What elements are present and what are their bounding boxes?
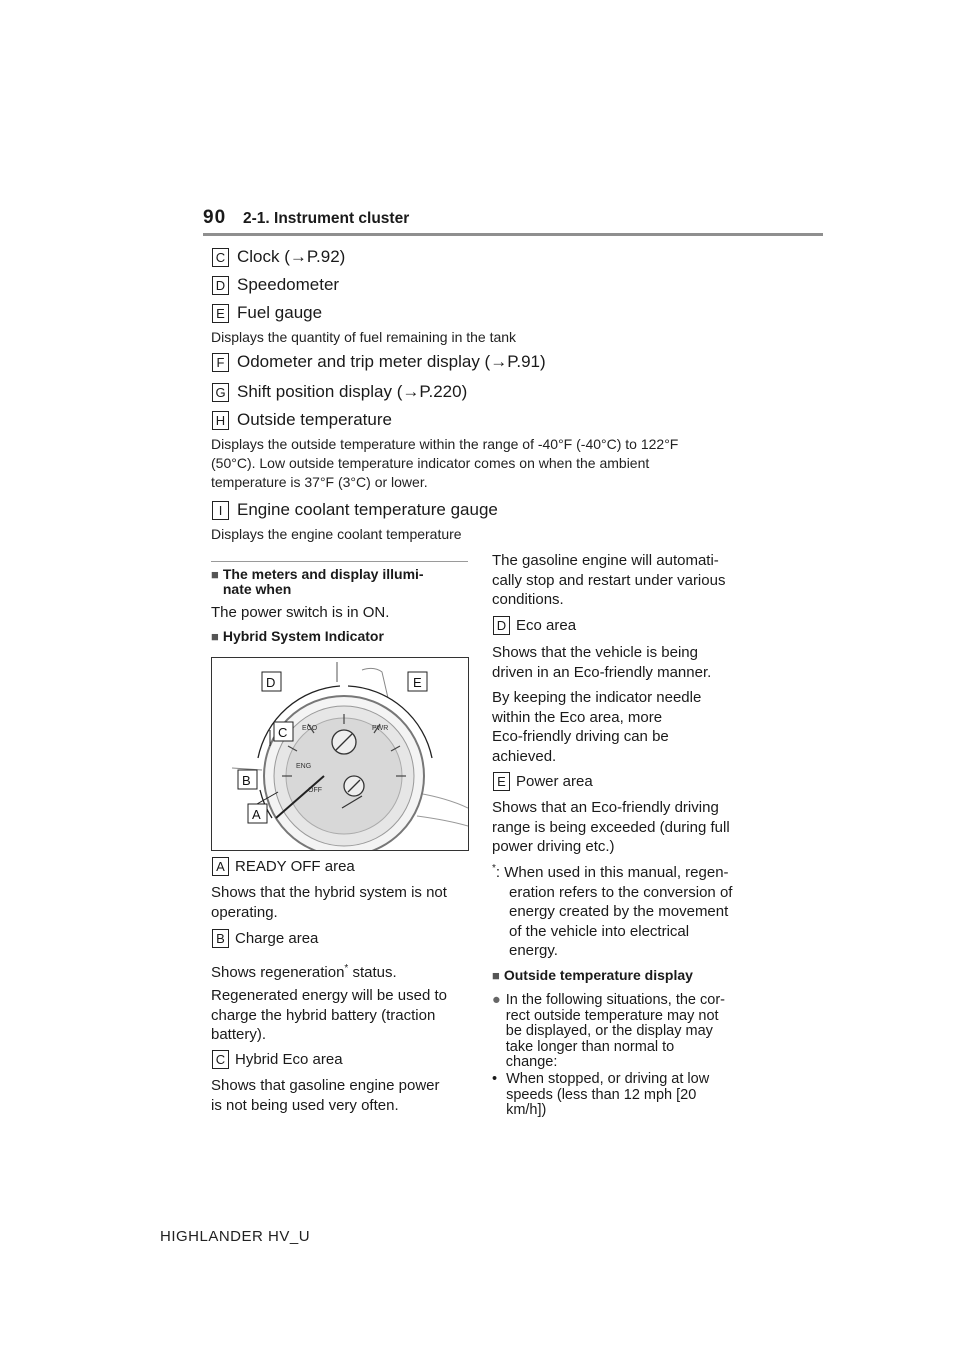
item-label: Shift position display (→P.220) bbox=[237, 382, 468, 401]
body-line: within the Eco area, more bbox=[492, 708, 663, 726]
body-line: driven in an Eco-friendly manner. bbox=[492, 663, 712, 681]
eco-area-label bbox=[493, 616, 576, 635]
figure-label-c: C bbox=[278, 725, 288, 740]
page-number: 90 bbox=[203, 207, 227, 228]
body-line: km/h]) bbox=[506, 1102, 547, 1118]
note-line: temperature is 37°F (3°C) or lower. bbox=[211, 474, 428, 490]
meters-body: The power switch is in ON. bbox=[211, 604, 390, 621]
body-line: The gasoline engine will automati- bbox=[492, 552, 719, 569]
body-line: rect outside temperature may not bbox=[505, 1007, 719, 1024]
label-letter: D bbox=[493, 616, 510, 635]
body-line: charge the hybrid battery (traction bbox=[211, 1006, 436, 1024]
body-line: be displayed, or the display may bbox=[505, 1023, 713, 1039]
square-marker: ■ bbox=[211, 567, 219, 582]
body-line: take longer than normal to bbox=[505, 1038, 675, 1055]
body-line: conditions. bbox=[492, 591, 564, 608]
body-line: is not being used very often. bbox=[211, 1096, 399, 1114]
heading-line: The meters and display illumi- bbox=[222, 566, 424, 582]
footnote-line: of the vehicle into electrical bbox=[509, 922, 690, 940]
body-line: achieved. bbox=[492, 747, 557, 765]
otd-heading bbox=[492, 968, 693, 983]
heading-line: Outside temperature display bbox=[503, 967, 693, 983]
header-rule bbox=[203, 233, 823, 236]
item-letter: D bbox=[212, 276, 229, 295]
square-marker: ■ bbox=[492, 968, 500, 983]
note-fuel: Displays the quantity of fuel remaining in the tank bbox=[211, 329, 517, 345]
figure-label-d: D bbox=[266, 675, 276, 690]
body-line: In the following situations, the cor- bbox=[505, 992, 725, 1008]
label-text: Power area bbox=[516, 773, 593, 790]
body-line: cally stop and restart under various bbox=[492, 571, 726, 589]
item-label: Clock (→P.92) bbox=[237, 247, 346, 266]
body-line: Shows that an Eco-friendly driving bbox=[492, 799, 719, 816]
body-line: power driving etc.) bbox=[492, 838, 615, 855]
item-clock bbox=[212, 247, 345, 267]
otd-bullet-item bbox=[492, 1072, 709, 1119]
body-line: change: bbox=[505, 1054, 558, 1070]
hybrid-indicator-figure bbox=[211, 657, 469, 851]
item-label: Fuel gauge bbox=[237, 303, 323, 322]
item-coolant-gauge bbox=[212, 500, 498, 520]
eco-text: ECO bbox=[302, 725, 318, 732]
footnote-line: eration refers to the conversion of bbox=[509, 883, 733, 901]
label-text: READY OFF area bbox=[235, 858, 355, 875]
item-label: Odometer and trip meter display (→P.91) bbox=[237, 352, 546, 371]
label-letter: E bbox=[493, 772, 510, 791]
label-text: Charge area bbox=[235, 930, 319, 947]
item-letter: H bbox=[212, 411, 229, 430]
item-letter: F bbox=[212, 353, 229, 372]
item-letter: E bbox=[212, 304, 229, 323]
label-letter: B bbox=[212, 929, 229, 948]
section-title: 2-1. Instrument cluster bbox=[243, 210, 410, 227]
body-line: When stopped, or driving at low bbox=[506, 1071, 710, 1087]
note-line: (50°C). Low outside temperature indicator comes on when the ambient bbox=[211, 455, 650, 471]
meters-heading bbox=[211, 567, 424, 597]
footer-model: HIGHLANDER HV_U bbox=[160, 1228, 311, 1245]
figure-label-b: B bbox=[242, 773, 251, 788]
power-area-label bbox=[493, 772, 593, 791]
eco-intro bbox=[492, 551, 725, 610]
note-line: Displays the outside temperature within the range of -40°F (-40°C) to 122°F bbox=[211, 436, 679, 452]
item-label: Engine coolant temperature gauge bbox=[237, 500, 498, 519]
label-text: Hybrid Eco area bbox=[235, 1051, 343, 1068]
off-text: OFF bbox=[308, 787, 322, 794]
footnote-mark: * bbox=[344, 963, 349, 974]
item-shift-position bbox=[212, 382, 467, 402]
ready-off-body bbox=[211, 883, 447, 922]
body-line: speeds (less than 12 mph [20 bbox=[506, 1086, 697, 1103]
body-text: Shows regeneration bbox=[211, 964, 345, 981]
square-marker: ■ bbox=[211, 629, 219, 644]
item-label: Outside temperature bbox=[237, 410, 392, 429]
charge-label bbox=[212, 929, 318, 948]
body-line: Regenerated energy will be used to bbox=[211, 987, 447, 1004]
bullet-marker: • bbox=[492, 1071, 498, 1087]
figure-label-a: A bbox=[252, 807, 261, 822]
item-speedometer bbox=[212, 275, 339, 295]
item-fuel-gauge bbox=[212, 303, 322, 323]
label-letter: A bbox=[212, 857, 229, 876]
item-label: Speedometer bbox=[237, 275, 340, 294]
item-letter: I bbox=[212, 501, 229, 520]
charge-body bbox=[211, 959, 397, 983]
footnote-line: energy created by the movement bbox=[509, 903, 729, 920]
eco-area-body bbox=[492, 643, 711, 682]
hybrid-eco-label bbox=[212, 1050, 343, 1069]
heading-line: Hybrid System Indicator bbox=[222, 628, 384, 644]
item-letter: C bbox=[212, 248, 229, 267]
figure-label-e: E bbox=[413, 675, 422, 690]
body-line: Shows that gasoline engine power bbox=[211, 1077, 440, 1094]
body-line: By keeping the indicator needle bbox=[492, 689, 702, 706]
column-rule bbox=[211, 561, 468, 562]
footnote-line bbox=[492, 859, 732, 883]
footnote-line: energy. bbox=[509, 942, 558, 959]
gauge-illustration bbox=[212, 658, 468, 850]
body-line: operating. bbox=[211, 903, 278, 921]
ready-off-label bbox=[212, 857, 355, 876]
pwr-text: PWR bbox=[372, 725, 389, 732]
otd-circle-item bbox=[492, 993, 725, 1071]
body-line: battery). bbox=[211, 1026, 267, 1043]
eco-area-body-2 bbox=[492, 688, 701, 766]
charge-body-2 bbox=[211, 986, 447, 1045]
eng-text: ENG bbox=[296, 763, 312, 770]
item-letter: G bbox=[212, 383, 229, 402]
hybrid-eco-body bbox=[211, 1076, 440, 1115]
footnote-mark: * bbox=[492, 863, 496, 874]
note-outside-temperature bbox=[211, 435, 678, 492]
item-odometer bbox=[212, 352, 546, 372]
body-line: range is being exceeded (during full bbox=[492, 818, 730, 836]
footnote bbox=[492, 859, 732, 961]
power-area-body bbox=[492, 798, 730, 857]
body-line: Shows that the hybrid system is not bbox=[211, 884, 447, 901]
body-line: Shows that the vehicle is being bbox=[492, 644, 698, 661]
body-line: Eco-friendly driving can be bbox=[492, 728, 669, 745]
heading-line: nate when bbox=[222, 581, 292, 597]
label-text: Eco area bbox=[516, 617, 577, 634]
footnote-text: : When used in this manual, regen- bbox=[495, 864, 729, 881]
body-text: status. bbox=[348, 964, 397, 981]
hsi-heading bbox=[211, 629, 384, 644]
circle-marker: ● bbox=[492, 992, 501, 1008]
note-coolant: Displays the engine coolant temperature bbox=[211, 526, 462, 542]
label-letter: C bbox=[212, 1050, 229, 1069]
item-outside-temperature bbox=[212, 410, 392, 430]
